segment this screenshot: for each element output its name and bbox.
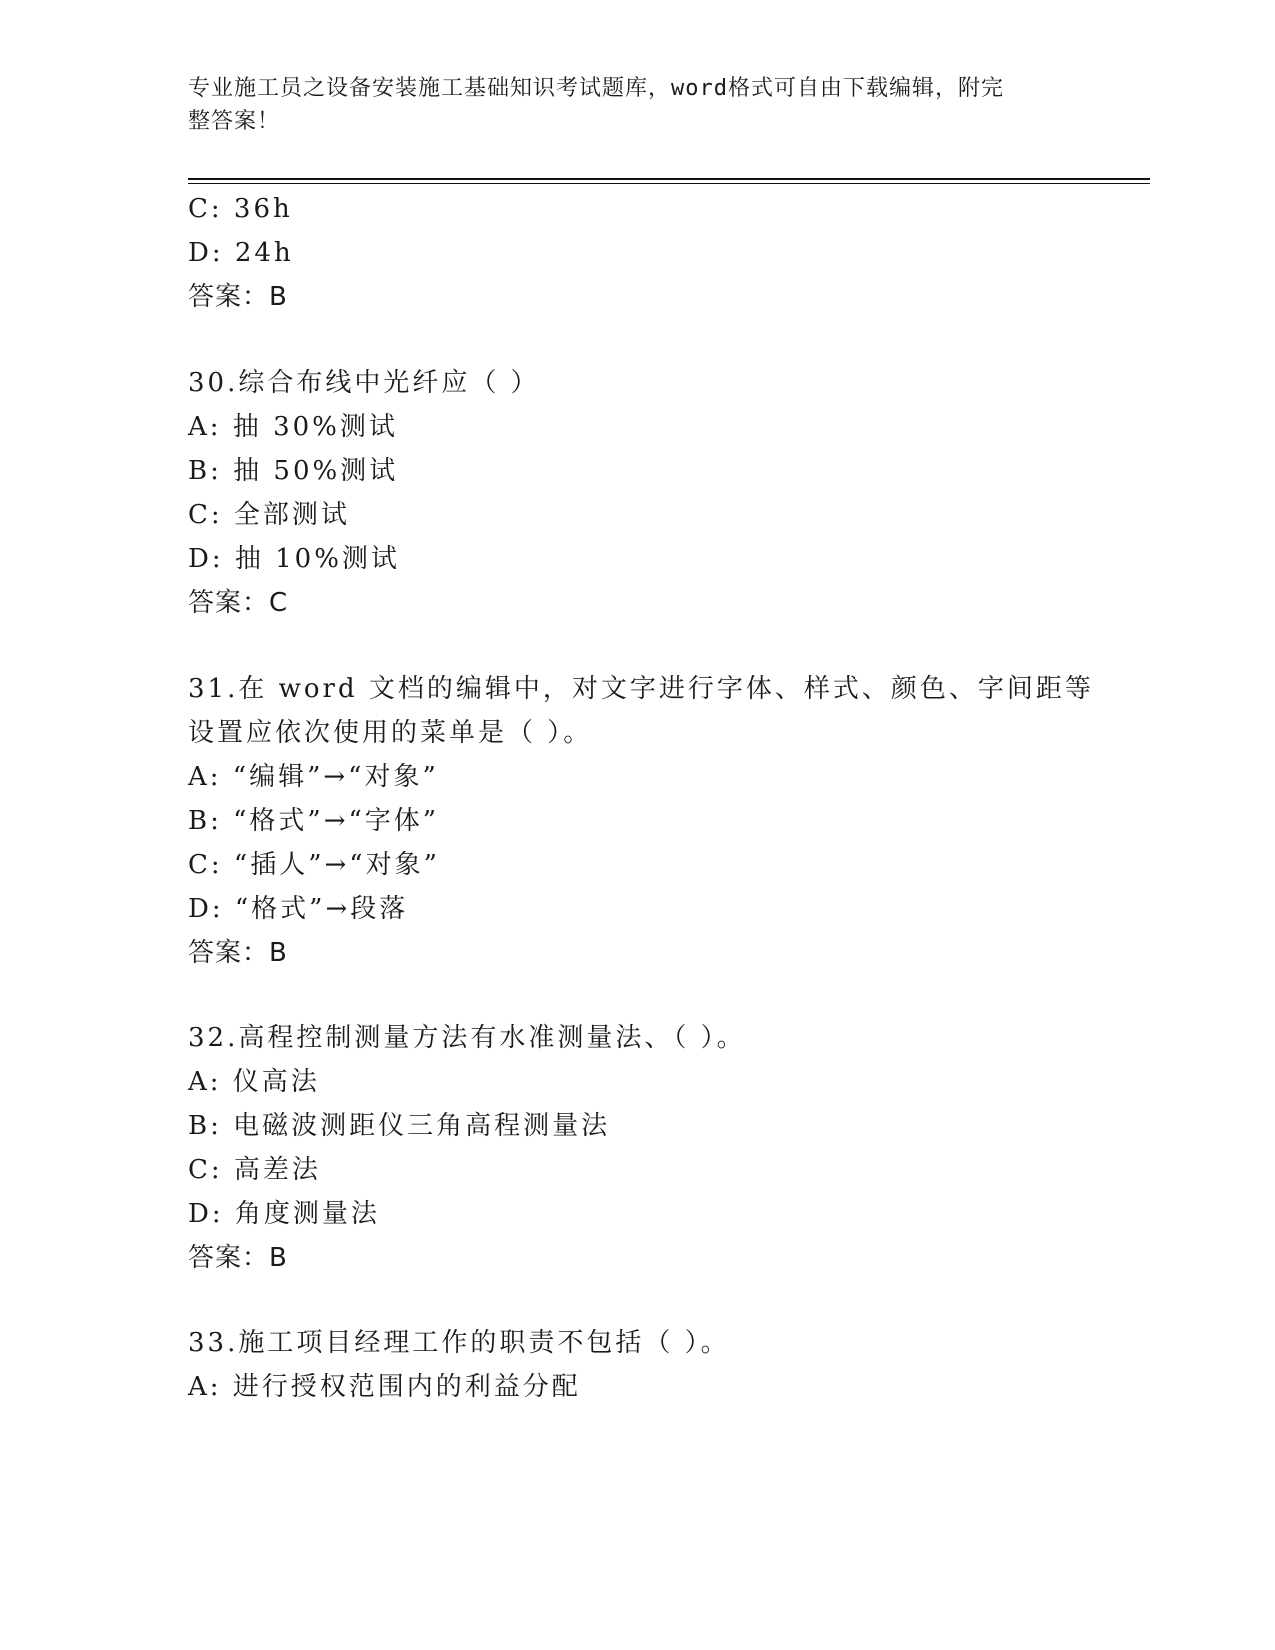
q29-answer: 答案：B [188, 282, 288, 312]
q31-title-line1: 31.在 word 文档的编辑中，对文字进行字体、样式、颜色、字间距等 [188, 674, 1094, 704]
q30-option-d: D: 抽 10%测试 [188, 544, 400, 574]
q32-answer: 答案：B [188, 1243, 288, 1273]
q31-option-b: B: “格式”→“字体” [188, 806, 440, 836]
q32-option-b: B: 电磁波测距仪三角高程测量法 [188, 1111, 611, 1141]
q31-option-a: A: “编辑”→“对象” [188, 762, 439, 792]
q30-option-a: A: 抽 30%测试 [188, 412, 398, 442]
header-line-1: 专业施工员之设备安装施工基础知识考试题库，word格式可自由下载编辑，附完 [188, 76, 1004, 101]
header-line-2: 整答案！ [188, 109, 281, 134]
q31-title-line2: 设置应依次使用的菜单是（ ）。 [188, 718, 593, 748]
q31-option-c: C: “插人”→“对象” [188, 850, 440, 880]
q31-answer: 答案：B [188, 938, 288, 968]
q32-option-d: D: 角度测量法 [188, 1199, 380, 1229]
q31-option-d: D: “格式”→段落 [188, 894, 409, 924]
q30-title: 30.综合布线中光纤应（ ） [188, 368, 540, 398]
document-header [188, 72, 1068, 138]
q29-option-c: C: 36h [188, 194, 293, 224]
q33-title: 33.施工项目经理工作的职责不包括（ ）。 [188, 1328, 730, 1358]
q30-option-c: C: 全部测试 [188, 500, 350, 530]
q33-option-a: A: 进行授权范围内的利益分配 [188, 1372, 581, 1402]
q32-option-a: A: 仪高法 [188, 1067, 320, 1097]
header-divider-thin [188, 183, 1150, 184]
q32-title: 32.高程控制测量方法有水准测量法、（ ）。 [188, 1023, 746, 1053]
q30-answer: 答案：C [188, 588, 289, 618]
q30-option-b: B: 抽 50%测试 [188, 456, 399, 486]
q29-option-d: D: 24h [188, 238, 294, 268]
header-divider-thick [188, 178, 1150, 180]
q32-option-c: C: 高差法 [188, 1155, 321, 1185]
